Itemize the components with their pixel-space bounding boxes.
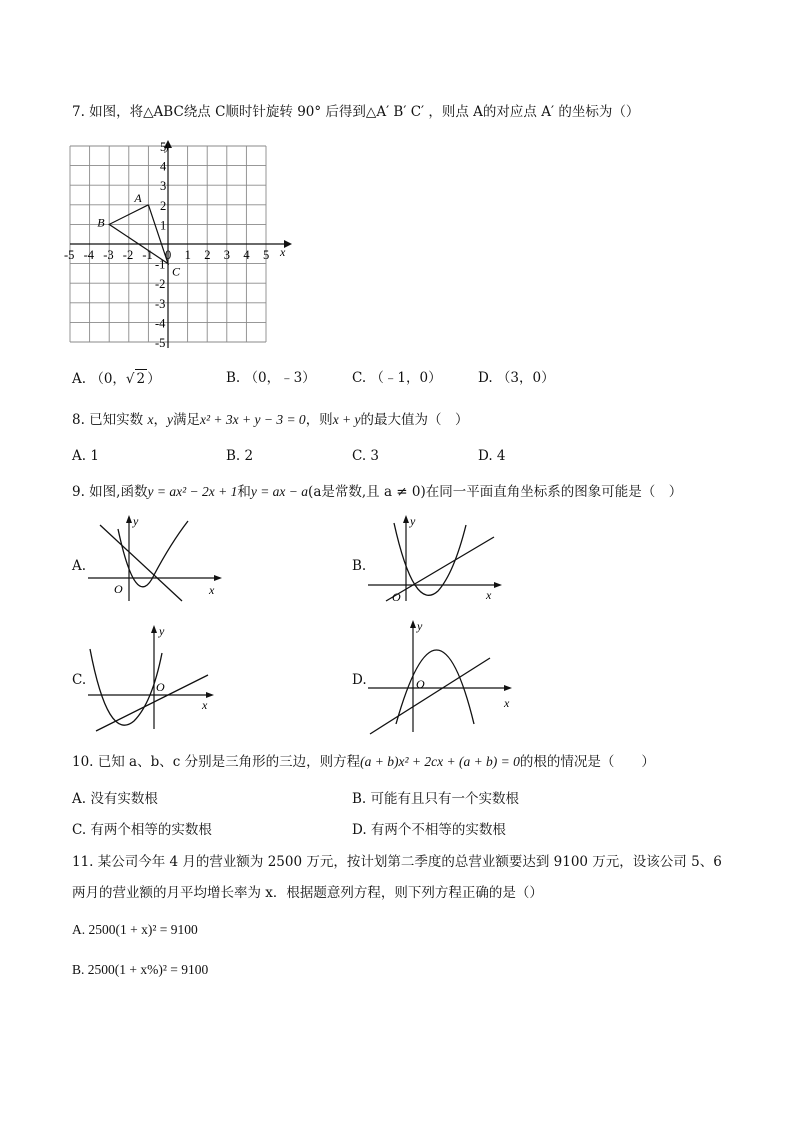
y-axis-arrow <box>126 515 132 523</box>
triangle-abc <box>109 205 168 264</box>
x-axis-label: x <box>202 698 208 712</box>
x-tick-label: 5 <box>263 248 270 262</box>
line <box>100 525 182 601</box>
q7-option-d[interactable]: D. （3，0） <box>478 370 555 386</box>
y-axis-arrow <box>403 515 409 523</box>
x-tick-label: 3 <box>223 248 231 262</box>
point-c-label: C <box>172 264 181 279</box>
x-tick-label: 0 <box>165 248 172 262</box>
q8-stem-pre: 8. 已知实数 <box>72 412 144 428</box>
line <box>96 675 208 731</box>
x-tick-label: -5 <box>64 248 75 262</box>
q10-option-c[interactable]: C. 有两个相等的实数根 <box>72 822 212 838</box>
x-tick-label: -4 <box>83 248 95 262</box>
x-tick-label: 1 <box>184 248 191 262</box>
q9-stem <box>72 483 682 501</box>
q7-grid-figure <box>64 139 295 352</box>
x-tick-label: -1 <box>142 248 153 262</box>
parabola <box>90 649 162 725</box>
q8-stem-post: 的最大值为（ ） <box>360 412 469 428</box>
q9-stem-post: 在同一平面直角坐标系的图象可能是（ ） <box>425 484 683 500</box>
y-axis-label: y <box>133 514 139 528</box>
q10-stem <box>72 753 655 771</box>
sqrt-symbol: √ <box>125 371 135 387</box>
point-b-label: B <box>97 215 105 230</box>
q9-stem-pre: 9. 如图,函数 <box>72 484 148 500</box>
q9-graph-d <box>366 616 526 736</box>
y-tick-label: -2 <box>155 277 166 292</box>
q9-paren: (a是常数,且 a ≠ 0) <box>308 484 426 500</box>
q8-stem <box>72 411 469 429</box>
q8-option-b[interactable]: B. 2 <box>226 448 254 464</box>
q9-and: 和 <box>237 484 251 500</box>
x-tick-label: 4 <box>243 248 250 262</box>
q10-stem-post: 的根的情况是（ ） <box>519 754 655 770</box>
q7-option-c[interactable]: C. （﹣1，0） <box>352 370 442 386</box>
x-axis-label: x <box>504 696 510 710</box>
y-tick-label: 3 <box>160 179 167 194</box>
q11-option-a[interactable]: A. 2500(1 + x)² = 9100 <box>72 922 198 937</box>
origin-label: O <box>416 677 425 691</box>
q8-stem-mid: 满足 <box>172 412 200 428</box>
origin-label: O <box>392 590 401 604</box>
x-tick-label: 2 <box>204 248 211 262</box>
q8-var-x: x <box>147 412 154 427</box>
q8-stem-mid2: ，则 <box>305 412 333 428</box>
q8-equation: x² + 3x + y − 3 = 0 <box>199 412 306 427</box>
x-axis-label: x <box>486 588 492 602</box>
q9-graph-c-label[interactable]: C. <box>72 672 87 688</box>
q11-option-b[interactable]: B. 2500(1 + x%)² = 9100 <box>72 962 209 977</box>
q11-stem-line1: 11. 某公司今年 4 月的营业额为 2500 万元，按计划第二季度的总营业额要达到 9100 万元，设该公司 5、6 <box>72 854 722 870</box>
q8-expression: x + y <box>332 412 361 427</box>
y-tick-label: -5 <box>155 336 166 350</box>
y-axis-label: y <box>159 624 165 638</box>
q8-option-a[interactable]: A. 1 <box>72 448 99 464</box>
q10-option-b[interactable]: B. 可能有且只有一个实数根 <box>352 791 520 807</box>
q7-option-a[interactable] <box>72 369 161 388</box>
q7-stem: 7. 如图，将△ABC绕点 C顺时针旋转 90° 后得到△A′ B′ C′ ，则点 A的对应点 A′ 的坐标为（） <box>72 104 640 120</box>
q9-function-2: y = ax − a <box>250 484 309 499</box>
origin-label: O <box>114 582 123 596</box>
q10-equation: (a + b)x² + 2cx + (a + b) = 0 <box>360 754 520 769</box>
q8-option-d[interactable]: D. 4 <box>478 448 506 464</box>
x-axis-arrow <box>494 582 502 588</box>
origin-label: O <box>156 680 165 694</box>
q9-graph-c <box>86 623 226 733</box>
y-tick-label: 1 <box>160 218 167 233</box>
y-axis-arrow <box>410 620 416 628</box>
y-axis-label: y <box>165 139 171 153</box>
y-tick-label: 2 <box>160 198 167 213</box>
y-tick-label: 4 <box>160 159 167 174</box>
line <box>370 658 490 734</box>
q7-option-a-prefix: A. （0， <box>72 371 126 387</box>
q8-var-y: y <box>166 412 173 427</box>
q9-graph-b-label[interactable]: B. <box>352 558 367 574</box>
x-axis-arrow <box>214 575 222 581</box>
y-tick-label: 5 <box>160 140 167 154</box>
q8-sep: ， <box>153 412 167 428</box>
q7-option-b[interactable]: B. （0，﹣3） <box>226 370 316 386</box>
x-axis-label: x <box>209 583 215 597</box>
y-tick-label: -4 <box>155 316 166 331</box>
q7-option-a-radicand: 2 <box>136 371 146 387</box>
y-axis-arrow <box>151 625 157 633</box>
line <box>386 537 494 601</box>
x-tick-label: -3 <box>103 248 114 262</box>
q9-graph-a-label[interactable]: A. <box>72 558 87 574</box>
y-axis-label: y <box>410 514 416 528</box>
x-axis-label: x <box>280 245 286 259</box>
q9-graph-b <box>366 513 506 603</box>
x-axis-arrow <box>504 685 512 691</box>
y-tick-label: -3 <box>155 296 166 311</box>
point-a-label: A <box>134 190 142 205</box>
q7-option-a-suffix: ） <box>147 371 161 387</box>
q9-graph-d-label[interactable]: D. <box>352 672 367 688</box>
y-axis-label: y <box>417 619 423 633</box>
q10-option-a[interactable]: A. 没有实数根 <box>72 791 158 807</box>
q9-graph-a <box>86 513 226 603</box>
x-tick-label: -2 <box>122 248 134 262</box>
q8-option-c[interactable]: C. 3 <box>352 448 380 464</box>
q11-stem-line2: 两月的营业额的月平均增长率为 x．根据题意列方程，则下列方程正确的是（） <box>72 885 543 901</box>
y-tick-label: -1 <box>155 257 166 272</box>
parabola <box>396 650 474 724</box>
q10-option-d[interactable]: D. 有两个不相等的实数根 <box>352 822 506 838</box>
q10-stem-pre: 10. 已知 a、b、c 分别是三角形的三边，则方程 <box>72 754 361 770</box>
q9-function-1: y = ax² − 2x + 1 <box>147 484 238 499</box>
